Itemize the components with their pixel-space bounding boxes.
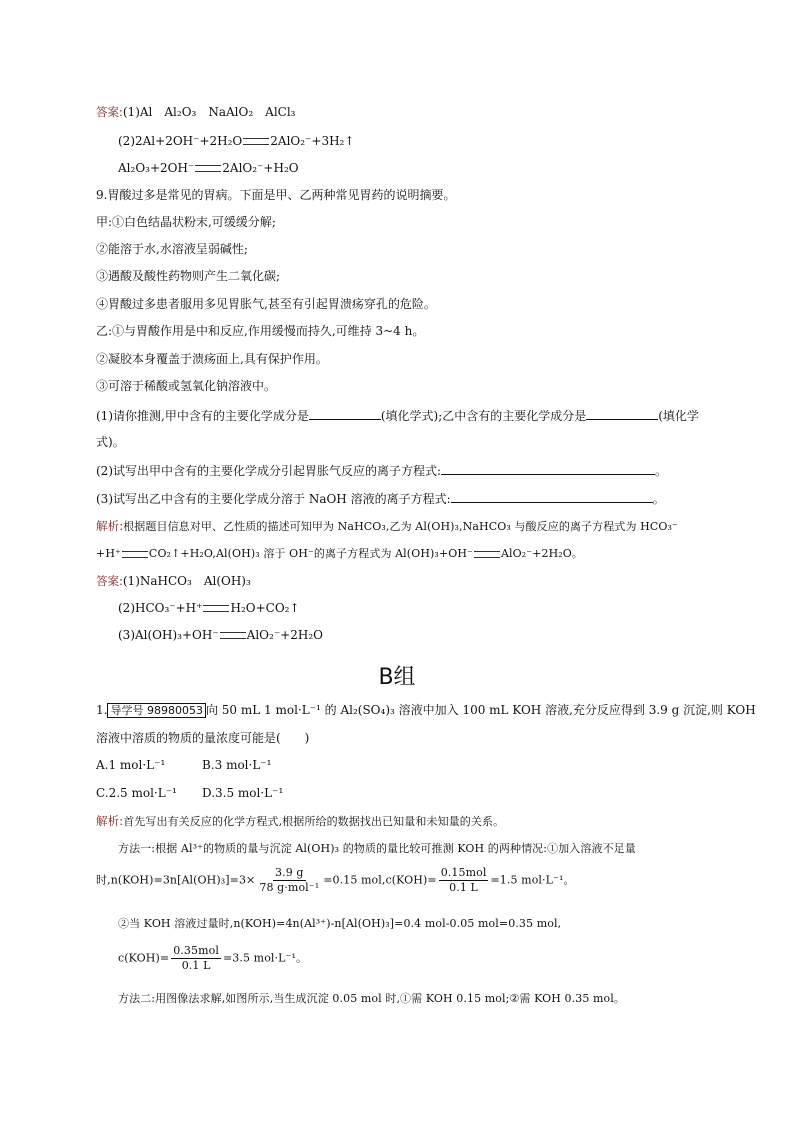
equals-sign: [122, 551, 148, 558]
b1-options-row-2: [96, 785, 283, 801]
explanation-text: CO₂↑+H₂O,Al(OH)₃ 溶于 OH⁻的离子方程式为 Al(OH)₃+OH⁻: [148, 547, 473, 560]
answer-blank[interactable]: [586, 407, 658, 420]
b1-method-1: 方法一:根据 Al³⁺的物质的量与沉淀 Al(OH)₃ 的物质的量比较可推测 KOH 的两种情况:①加入溶液不足量: [118, 842, 636, 855]
equation-right: 2AlO₂⁻+3H₂↑: [270, 134, 355, 148]
equation-right: H₂O+CO₂↑: [230, 601, 300, 615]
fraction: [439, 866, 489, 895]
b1-stem-2: 溶液中溶质的物质的量浓度可能是( ): [96, 731, 310, 745]
fraction: [171, 944, 221, 973]
question-text: 向 50 mL 1 mol·L⁻¹ 的 Al₂(SO₄)₃ 溶液中加入 100 mL KOH 溶液,充分反应得到 3.9 g 沉淀,则 KOH: [205, 703, 756, 717]
answer-blank[interactable]: [441, 462, 655, 475]
b1-method-2: 方法二:用图像法求解,如图所示,当生成沉淀 0.05 mol 时,①需 KOH 0.15 mol;②需 KOH 0.35 mol。: [118, 992, 625, 1005]
equals-sign: [203, 605, 229, 612]
explanation-label: 解析:: [96, 519, 124, 533]
q9-explanation-2: [96, 546, 583, 562]
equals-sign: [474, 551, 500, 558]
formula-text: =3.5 mol·L⁻¹。: [222, 951, 308, 965]
explanation-text: 首先写出有关反应的化学方程式,根据所给的数据找出已知量和未知量的关系。: [123, 815, 505, 828]
guide-number-tag[interactable]: 导学号 98980053: [107, 703, 206, 718]
option-a[interactable]: A.1 mol·L⁻¹: [96, 758, 166, 772]
fraction: [257, 866, 321, 895]
b1-method-1-case-2: ②当 KOH 溶液过量时,n(KOH)=4n(Al³⁺)-n[Al(OH)₃]=0.4 mol-0.05 mol=0.35 mol,: [118, 917, 562, 930]
q8-answer-1: (1)Al Al₂O₃ NaAlO₂ AlCl₃: [122, 105, 296, 119]
section-heading: B组: [378, 665, 416, 690]
q9-jia-3: ③遇酸及酸性药物则产生二氧化碳;: [96, 269, 281, 283]
explanation-label: 解析:: [96, 814, 124, 828]
q9-yi-2: ②凝胶本身覆盖于溃疡面上,具有保护作用。: [96, 352, 328, 366]
q9-jia-1: 甲:①白色结晶状粉末,可缓缓分解;: [96, 215, 276, 229]
equation-left: Al₂O₃+2OH⁻: [118, 161, 195, 175]
equation-left: (3)Al(OH)₃+OH⁻: [118, 628, 219, 642]
formula-text: 时,n(KOH)=3n[Al(OH)₃]=3×: [96, 873, 256, 887]
equals-sign: [220, 632, 246, 639]
q9-part-1-cont: 式)。: [96, 435, 125, 449]
answer-label: 答案:: [96, 574, 123, 588]
answer-text: (1)NaHCO₃ Al(OH)₃: [122, 574, 251, 588]
fraction-denominator: 78 g·mol⁻¹: [259, 881, 320, 894]
q8-answer-line-3: [118, 160, 299, 176]
answer-blank[interactable]: [309, 407, 381, 420]
fraction-denominator: 0.1 L: [181, 959, 211, 972]
equals-sign: [243, 138, 269, 145]
q9-part-3: [96, 490, 665, 507]
q9-part-2: [96, 462, 667, 479]
period: 。: [655, 464, 668, 478]
q9-part-1-text-a: (1)请你推测,甲中含有的主要化学成分是: [96, 409, 309, 423]
option-b[interactable]: B.3 mol·L⁻¹: [202, 758, 272, 772]
formula-text: c(KOH)=: [118, 951, 170, 965]
q9-part-2-text: (2)试写出甲中含有的主要化学成分引起胃胀气反应的离子方程式:: [96, 464, 442, 478]
q9-part-3-text: (3)试写出乙中含有的主要化学成分溶于 NaOH 溶液的离子方程式:: [96, 492, 451, 506]
equation-left: (2)HCO₃⁻+H⁺: [118, 601, 203, 615]
period: 。: [652, 492, 665, 506]
formula-text: =0.15 mol,c(KOH)=: [323, 873, 437, 887]
explanation-text: 根据题目信息对甲、乙性质的描述可知甲为 NaHCO₃,乙为 Al(OH)₃,NaHCO₃ 与酸反应的离子方程式为 HCO₃⁻: [123, 520, 678, 533]
q9-yi-1: 乙:①与胃酸作用是中和反应,作用缓慢而持久,可维持 3~4 h。: [96, 324, 425, 338]
equals-sign: [195, 165, 221, 172]
q9-part-1-text-c: (填化学: [658, 409, 699, 423]
q9-part-1: [96, 407, 699, 424]
q9-explanation-1: [96, 518, 678, 535]
q8-answer-line-2: [118, 133, 354, 149]
equation-left: +H⁺: [96, 547, 121, 560]
equation-left: (2)2Al+2OH⁻+2H₂O: [118, 134, 243, 148]
q8-answer-line-1: [96, 104, 295, 120]
fraction-numerator: 0.35mol: [173, 944, 219, 957]
q9-jia-4: ④胃酸过多患者服用多见胃胀气,甚至有引起胃溃疡穿孔的危险。: [96, 297, 436, 311]
fraction-denominator: 0.1 L: [449, 881, 478, 894]
b1-options-row-1: [96, 757, 271, 773]
answer-label: 答案:: [96, 105, 123, 119]
q9-answer-1: [96, 573, 251, 589]
b1-stem-1: [96, 702, 756, 719]
question-number: 1.: [96, 703, 108, 717]
equation-right: AlO₂⁻+2H₂O: [246, 628, 323, 642]
answer-blank[interactable]: [451, 490, 653, 503]
fraction-numerator: 0.15mol: [440, 866, 487, 879]
q9-part-1-text-b: (填化学式);乙中含有的主要化学成分是: [380, 409, 587, 423]
q9-answer-2: [118, 600, 300, 616]
formula-text: =1.5 mol·L⁻¹。: [490, 873, 575, 887]
b1-explanation-1: [96, 813, 504, 830]
q9-answer-3: [118, 627, 323, 643]
option-d[interactable]: D.3.5 mol·L⁻¹: [202, 786, 284, 800]
q9-yi-3: ③可溶于稀酸或氢氧化钠溶液中。: [96, 379, 277, 393]
equation-right: AlO₂⁻+2H₂O。: [500, 547, 583, 560]
fraction-numerator: 3.9 g: [275, 866, 304, 879]
b1-formula-1: [96, 866, 575, 895]
q9-jia-2: ②能溶于水,水溶液呈弱碱性;: [96, 242, 248, 256]
b1-formula-2: [118, 944, 307, 973]
option-c[interactable]: C.2.5 mol·L⁻¹: [96, 786, 177, 800]
q9-stem: 9.胃酸过多是常见的胃病。下面是甲、乙两种常见胃药的说明摘要。: [96, 188, 456, 202]
equation-right: 2AlO₂⁻+H₂O: [222, 161, 299, 175]
